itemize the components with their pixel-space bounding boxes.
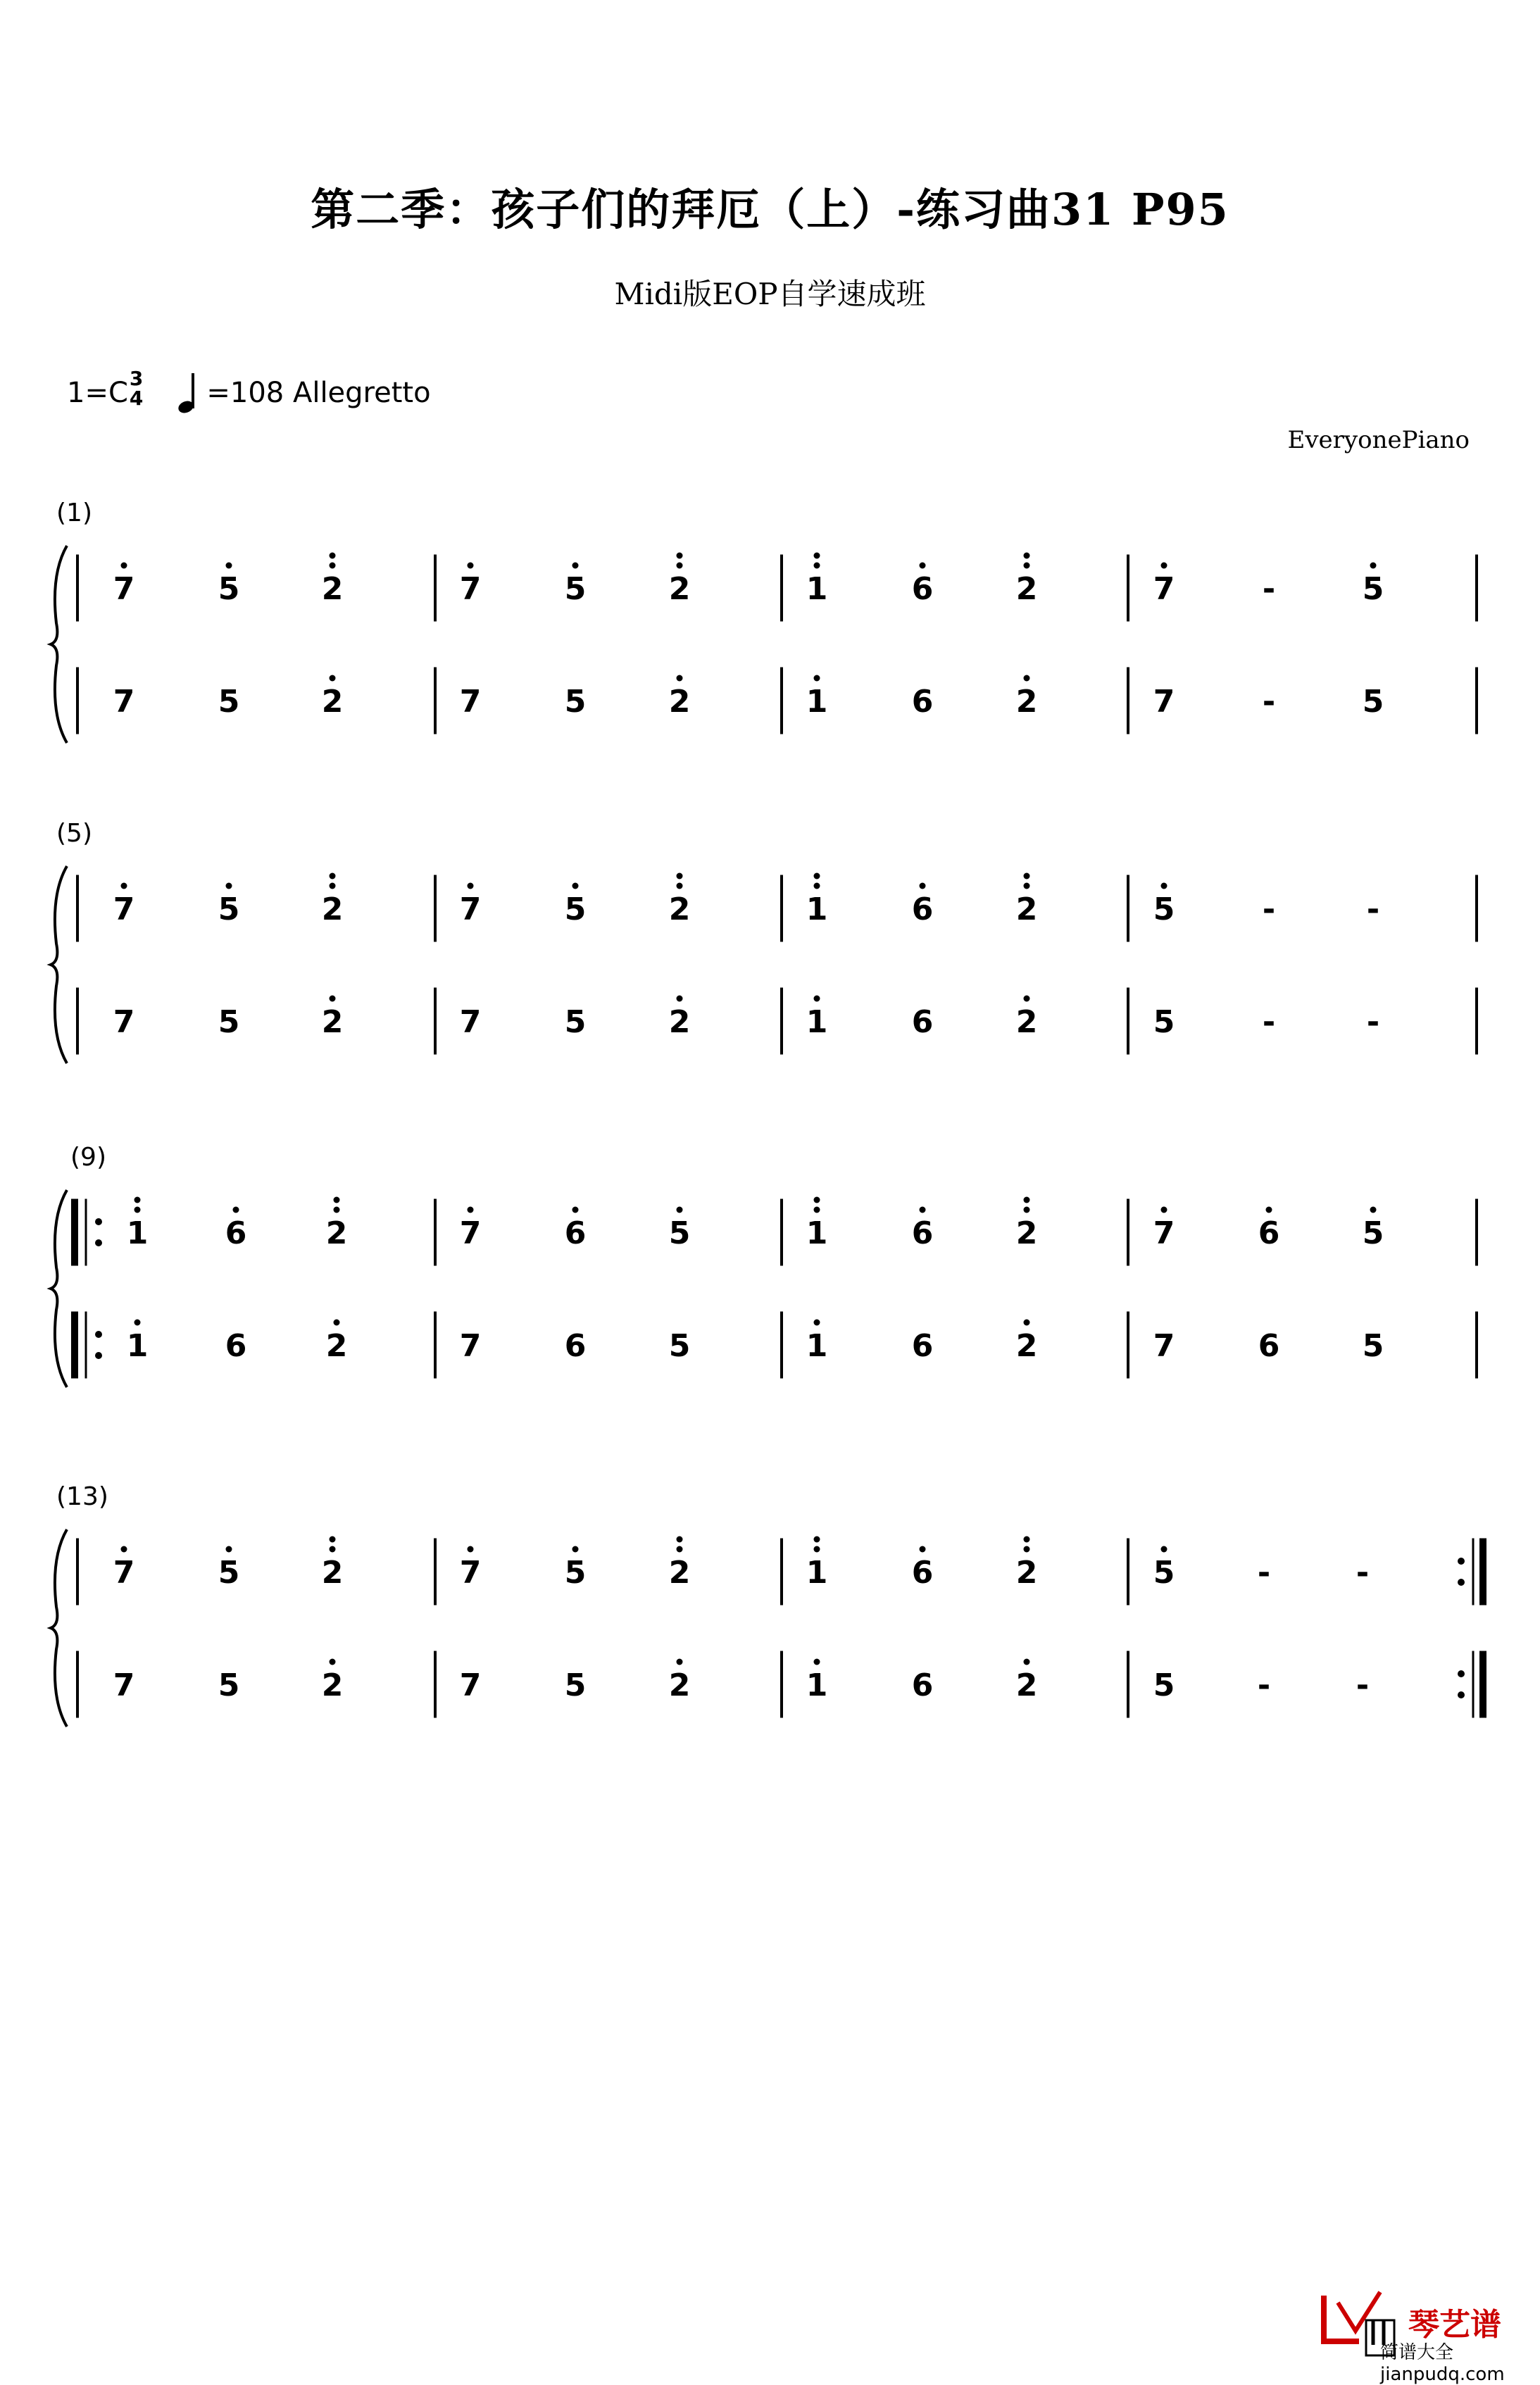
note: 5	[564, 1004, 587, 1040]
note: 6	[911, 891, 934, 927]
note: 6	[911, 1215, 934, 1251]
octave-dot-above	[226, 563, 232, 569]
note: 5	[218, 571, 240, 607]
time-signature	[130, 369, 143, 408]
octave-dot-above	[814, 1207, 820, 1213]
note: 2	[668, 684, 691, 720]
key-signature: 1=C	[67, 377, 128, 409]
note: 7	[459, 891, 482, 927]
octave-dot-above	[1024, 675, 1030, 682]
tempo-marking	[67, 367, 431, 413]
octave-dot-above	[226, 1546, 232, 1553]
octave-dot-above	[468, 883, 474, 889]
octave-dot-above	[920, 883, 926, 889]
measure-number: (13)	[56, 1482, 108, 1511]
octave-dot-above	[1370, 1207, 1377, 1213]
note: 7	[459, 571, 482, 607]
octave-dot-above	[334, 1320, 340, 1326]
octave-dot-above	[814, 996, 820, 1002]
dash-rest: -	[1262, 571, 1276, 607]
repeat-dot	[95, 1331, 102, 1338]
octave-dot-above	[468, 563, 474, 569]
octave-dot-above	[814, 1197, 820, 1203]
note: 6	[225, 1328, 247, 1364]
octave-dot-above	[1024, 1197, 1030, 1203]
note: 2	[1015, 571, 1038, 607]
site-logo-url	[1380, 2338, 1540, 2385]
octave-dot-above	[330, 873, 336, 879]
note: 7	[113, 684, 135, 720]
note: 5	[668, 1215, 691, 1251]
note: 7	[459, 1328, 482, 1364]
note: 5	[564, 684, 587, 720]
note: 1	[806, 1215, 828, 1251]
octave-dot-above	[134, 1207, 141, 1213]
quarter-note-icon	[178, 373, 206, 413]
octave-dot-above	[677, 1536, 683, 1543]
note: 1	[806, 1328, 828, 1364]
note: 1	[126, 1215, 149, 1251]
dash-rest: -	[1262, 684, 1276, 720]
octave-dot-above	[330, 563, 336, 569]
note: 5	[218, 684, 240, 720]
measure-number: (5)	[56, 819, 92, 848]
note: 6	[1258, 1328, 1280, 1364]
note: 6	[911, 1004, 934, 1040]
time-signature-top: 3	[129, 367, 144, 390]
note: 2	[321, 684, 344, 720]
note: 2	[1015, 1667, 1038, 1703]
dash-rest: -	[1356, 1555, 1370, 1591]
octave-dot-above	[330, 1536, 336, 1543]
note: 2	[1015, 1004, 1038, 1040]
octave-dot-above	[1161, 563, 1167, 569]
octave-dot-above	[1024, 1320, 1030, 1326]
note: 5	[218, 1004, 240, 1040]
system-brace	[51, 1529, 67, 1727]
octave-dot-above	[814, 553, 820, 559]
octave-dot-above	[920, 1207, 926, 1213]
note: 2	[321, 1004, 344, 1040]
octave-dot-above	[330, 883, 336, 889]
page-title: 第二季：孩子们的拜厄（上）-练习曲31 P95	[311, 184, 1229, 235]
octave-dot-above	[1370, 563, 1377, 569]
note: 7	[459, 1667, 482, 1703]
dash-rest: -	[1262, 891, 1276, 927]
octave-dot-above	[1161, 883, 1167, 889]
note: 2	[668, 891, 691, 927]
octave-dot-above	[330, 675, 336, 682]
note: 5	[564, 1667, 587, 1703]
octave-dot-above	[814, 563, 820, 569]
octave-dot-above	[468, 1207, 474, 1213]
octave-dot-above	[677, 1207, 683, 1213]
note: 7	[113, 1555, 135, 1591]
dash-rest: -	[1356, 1667, 1370, 1703]
time-signature-bottom: 4	[129, 387, 144, 410]
octave-dot-above	[330, 1659, 336, 1665]
note: 6	[911, 1328, 934, 1364]
note: 6	[564, 1328, 587, 1364]
octave-dot-above	[677, 553, 683, 559]
octave-dot-above	[330, 996, 336, 1002]
dash-rest: -	[1257, 1555, 1271, 1591]
octave-dot-above	[334, 1207, 340, 1213]
note: 7	[459, 1004, 482, 1040]
note: 2	[668, 1555, 691, 1591]
note: 5	[218, 891, 240, 927]
repeat-dot	[95, 1218, 102, 1225]
octave-dot-above	[226, 883, 232, 889]
octave-dot-above	[468, 1546, 474, 1553]
note: 5	[218, 1555, 240, 1591]
dash-rest: -	[1366, 891, 1380, 927]
note: 7	[113, 571, 135, 607]
dash-rest: -	[1262, 1004, 1276, 1040]
measure-number: (1)	[56, 499, 92, 527]
note: 1	[806, 571, 828, 607]
note: 5	[668, 1328, 691, 1364]
note: 2	[1015, 1555, 1038, 1591]
note: 7	[113, 1004, 135, 1040]
note: 5	[1153, 891, 1175, 927]
note: 2	[668, 1667, 691, 1703]
octave-dot-above	[121, 883, 127, 889]
note: 7	[459, 1555, 482, 1591]
octave-dot-above	[677, 563, 683, 569]
note: 6	[225, 1215, 247, 1251]
system-brace	[51, 866, 67, 1063]
octave-dot-above	[920, 563, 926, 569]
note: 2	[325, 1328, 348, 1364]
note: 6	[911, 1555, 934, 1591]
octave-dot-above	[814, 883, 820, 889]
note: 7	[1153, 1215, 1175, 1251]
note: 7	[459, 684, 482, 720]
octave-dot-above	[134, 1197, 141, 1203]
octave-dot-above	[1024, 996, 1030, 1002]
system-brace	[51, 546, 67, 743]
note: 2	[668, 1004, 691, 1040]
note: 7	[1153, 1328, 1175, 1364]
repeat-dot	[1458, 1691, 1465, 1698]
octave-dot-above	[677, 1546, 683, 1553]
note: 5	[564, 571, 587, 607]
note: 7	[113, 891, 135, 927]
note: 6	[911, 571, 934, 607]
score-notation	[0, 451, 1540, 2211]
repeat-dot	[1458, 1579, 1465, 1586]
octave-dot-above	[814, 1536, 820, 1543]
note: 5	[1362, 571, 1384, 607]
octave-dot-above	[121, 563, 127, 569]
note: 7	[459, 1215, 482, 1251]
octave-dot-above	[1161, 1546, 1167, 1553]
note: 7	[1153, 571, 1175, 607]
octave-dot-above	[330, 553, 336, 559]
octave-dot-above	[1266, 1207, 1272, 1213]
note: 2	[668, 571, 691, 607]
note: 2	[321, 1555, 344, 1591]
arranger-credit: EveryonePiano	[1287, 426, 1470, 454]
note: 5	[218, 1667, 240, 1703]
measure-number: (9)	[70, 1143, 106, 1172]
octave-dot-above	[121, 1546, 127, 1553]
octave-dot-above	[677, 1659, 683, 1665]
note: 1	[126, 1328, 149, 1364]
octave-dot-above	[1024, 873, 1030, 879]
repeat-dot	[1458, 1558, 1465, 1565]
note: 2	[1015, 1328, 1038, 1364]
note: 1	[806, 1004, 828, 1040]
octave-dot-above	[677, 675, 683, 682]
note: 5	[1153, 1667, 1175, 1703]
octave-dot-above	[677, 883, 683, 889]
repeat-dot	[95, 1352, 102, 1359]
octave-dot-above	[814, 1546, 820, 1553]
note: 5	[564, 891, 587, 927]
note: 1	[806, 1555, 828, 1591]
dash-rest: -	[1257, 1667, 1271, 1703]
repeat-dot	[1458, 1670, 1465, 1677]
octave-dot-above	[572, 563, 579, 569]
note: 2	[325, 1215, 348, 1251]
octave-dot-above	[1024, 1207, 1030, 1213]
octave-dot-above	[1024, 883, 1030, 889]
dash-rest: -	[1366, 1004, 1380, 1040]
octave-dot-above	[134, 1320, 141, 1326]
octave-dot-above	[330, 1546, 336, 1553]
note: 7	[113, 1667, 135, 1703]
note: 5	[1153, 1004, 1175, 1040]
note: 2	[321, 571, 344, 607]
octave-dot-above	[814, 1659, 820, 1665]
note: 2	[1015, 684, 1038, 720]
octave-dot-above	[677, 873, 683, 879]
note: 2	[1015, 891, 1038, 927]
note: 6	[1258, 1215, 1280, 1251]
note: 2	[1015, 1215, 1038, 1251]
octave-dot-above	[572, 1546, 579, 1553]
octave-dot-above	[233, 1207, 239, 1213]
note: 6	[911, 684, 934, 720]
octave-dot-above	[572, 883, 579, 889]
system-brace	[51, 1190, 67, 1387]
page-subtitle: Midi版EOP自学速成班	[614, 277, 926, 311]
octave-dot-above	[814, 675, 820, 682]
site-url: jianpudq.com	[1380, 2364, 1505, 2385]
octave-dot-above	[1024, 1536, 1030, 1543]
note: 5	[1362, 1328, 1384, 1364]
repeat-dot	[95, 1239, 102, 1246]
octave-dot-above	[920, 1546, 926, 1553]
note: 2	[321, 891, 344, 927]
tempo-text: =108 Allegretto	[206, 377, 431, 409]
note: 5	[1153, 1555, 1175, 1591]
octave-dot-above	[814, 873, 820, 879]
note: 5	[1362, 684, 1384, 720]
note: 6	[564, 1215, 587, 1251]
octave-dot-above	[1024, 553, 1030, 559]
note: 7	[1153, 684, 1175, 720]
note: 1	[806, 684, 828, 720]
site-logo-text: 琴艺谱	[1408, 2307, 1501, 2343]
octave-dot-above	[334, 1197, 340, 1203]
octave-dot-above	[677, 996, 683, 1002]
note: 2	[321, 1667, 344, 1703]
note: 6	[911, 1667, 934, 1703]
note: 1	[806, 891, 828, 927]
note: 1	[806, 1667, 828, 1703]
octave-dot-above	[1024, 1546, 1030, 1553]
octave-dot-above	[1024, 1659, 1030, 1665]
site-logo-caption: 简谱大全	[1380, 2342, 1454, 2363]
octave-dot-above	[1024, 563, 1030, 569]
octave-dot-above	[1161, 1207, 1167, 1213]
octave-dot-above	[572, 1207, 579, 1213]
octave-dot-above	[814, 1320, 820, 1326]
note: 5	[564, 1555, 587, 1591]
note: 5	[1362, 1215, 1384, 1251]
